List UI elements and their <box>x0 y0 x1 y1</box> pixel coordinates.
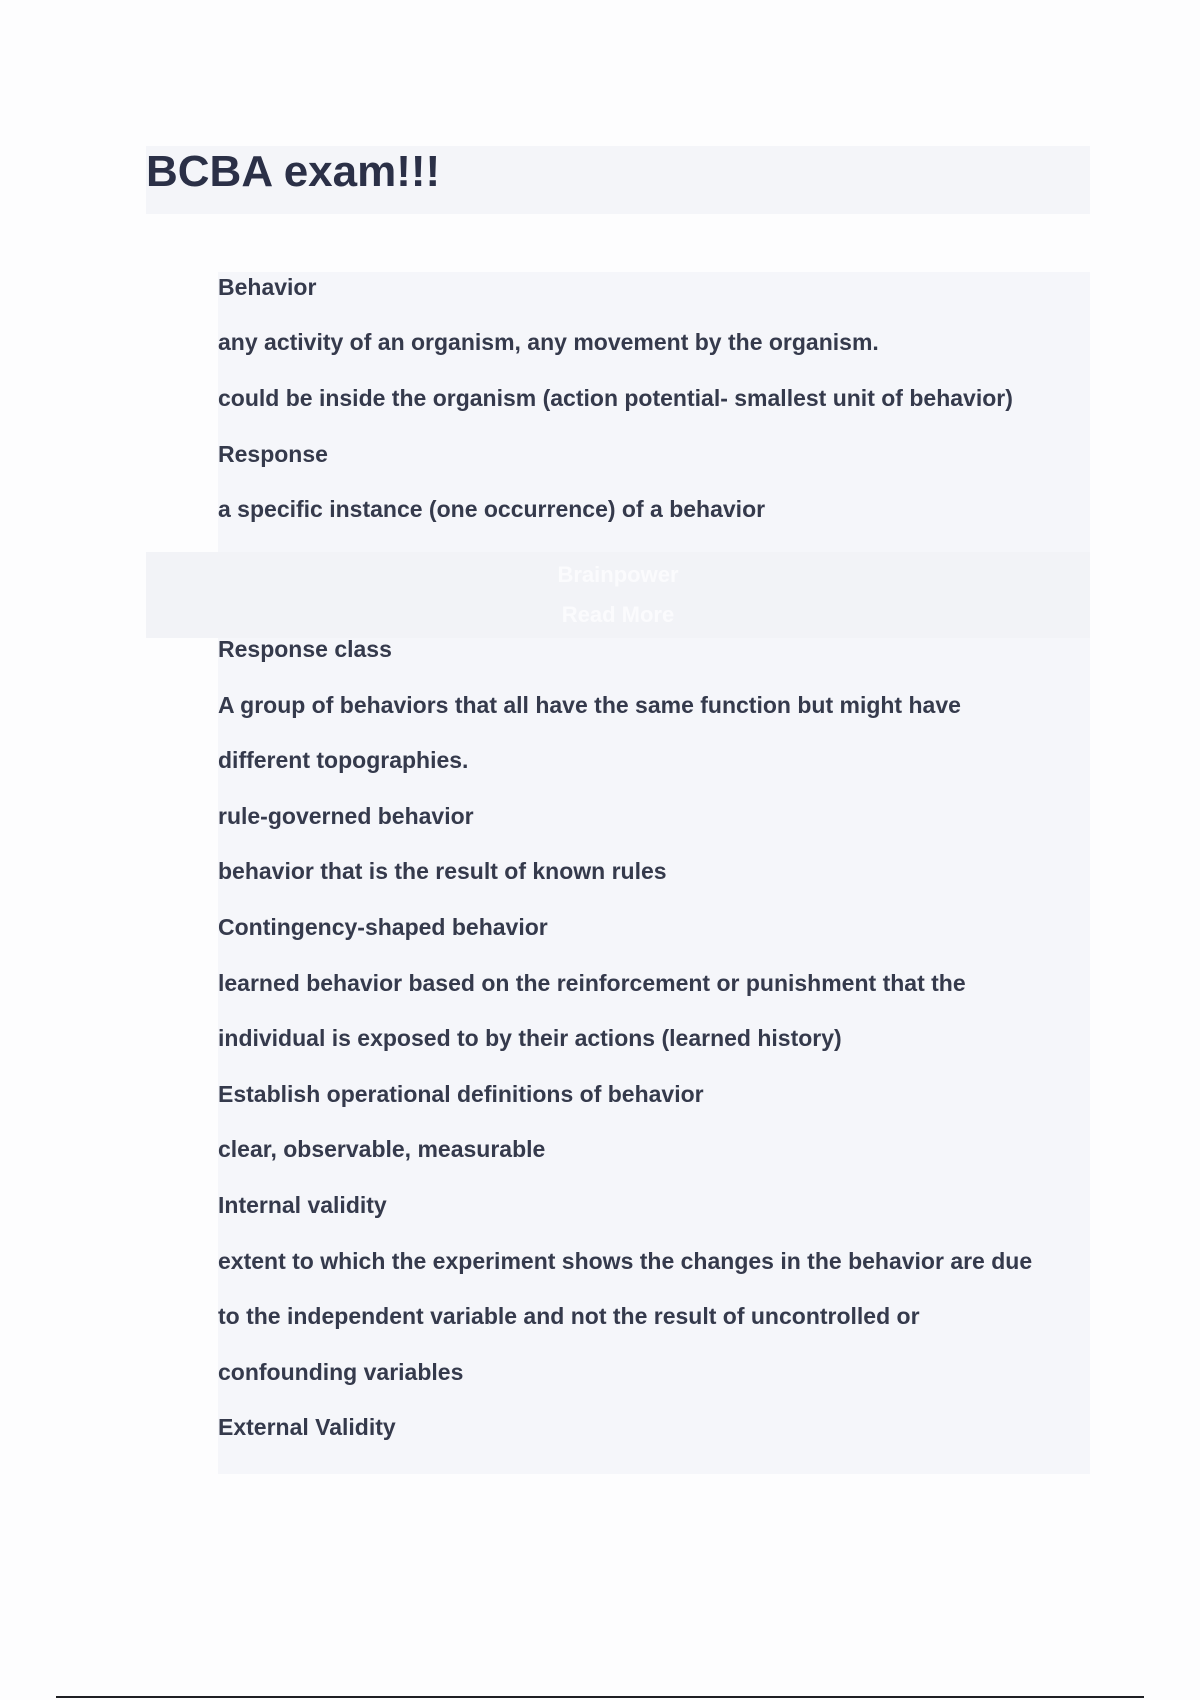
document-title: BCBA exam!!! <box>146 147 441 196</box>
definition-line: could be inside the organism (action potential- smallest unit of behavior) <box>218 385 1013 411</box>
read-more-link[interactable]: Read More <box>561 602 675 627</box>
definition-line: any activity of an organism, any movement by the organism. <box>218 329 879 355</box>
definition-line: behavior that is the result of known rules <box>218 858 667 884</box>
term-operational-definitions: Establish operational definitions of behavior <box>218 1081 704 1107</box>
brand-text: Brainpower <box>557 562 679 587</box>
definition-line: to the independent variable and not the result of uncontrolled or <box>218 1303 920 1329</box>
term-rule-governed-behavior: rule-governed behavior <box>218 803 474 829</box>
title-box <box>146 146 1090 214</box>
term-internal-validity: Internal validity <box>218 1192 387 1218</box>
definition-line: confounding variables <box>218 1359 464 1385</box>
definition-line: A group of behaviors that all have the same function but might have <box>218 692 961 718</box>
term-contingency-shaped-behavior: Contingency-shaped behavior <box>218 914 548 940</box>
term-response: Response <box>218 441 328 467</box>
term-response-class: Response class <box>218 636 392 662</box>
definition-line: extent to which the experiment shows the changes in the behavior are due <box>218 1248 1033 1274</box>
footer-rule <box>56 1696 1144 1698</box>
definition-line: a specific instance (one occurrence) of a behavior <box>218 496 766 522</box>
term-behavior: Behavior <box>218 274 317 300</box>
preview-overlay-band <box>146 552 1090 638</box>
term-external-validity: External Validity <box>218 1414 396 1440</box>
definition-line: learned behavior based on the reinforcement or punishment that the <box>218 970 966 996</box>
definition-line: different topographies. <box>218 747 469 773</box>
definition-line: individual is exposed to by their actions (learned history) <box>218 1025 842 1051</box>
definition-line: clear, observable, measurable <box>218 1136 546 1162</box>
